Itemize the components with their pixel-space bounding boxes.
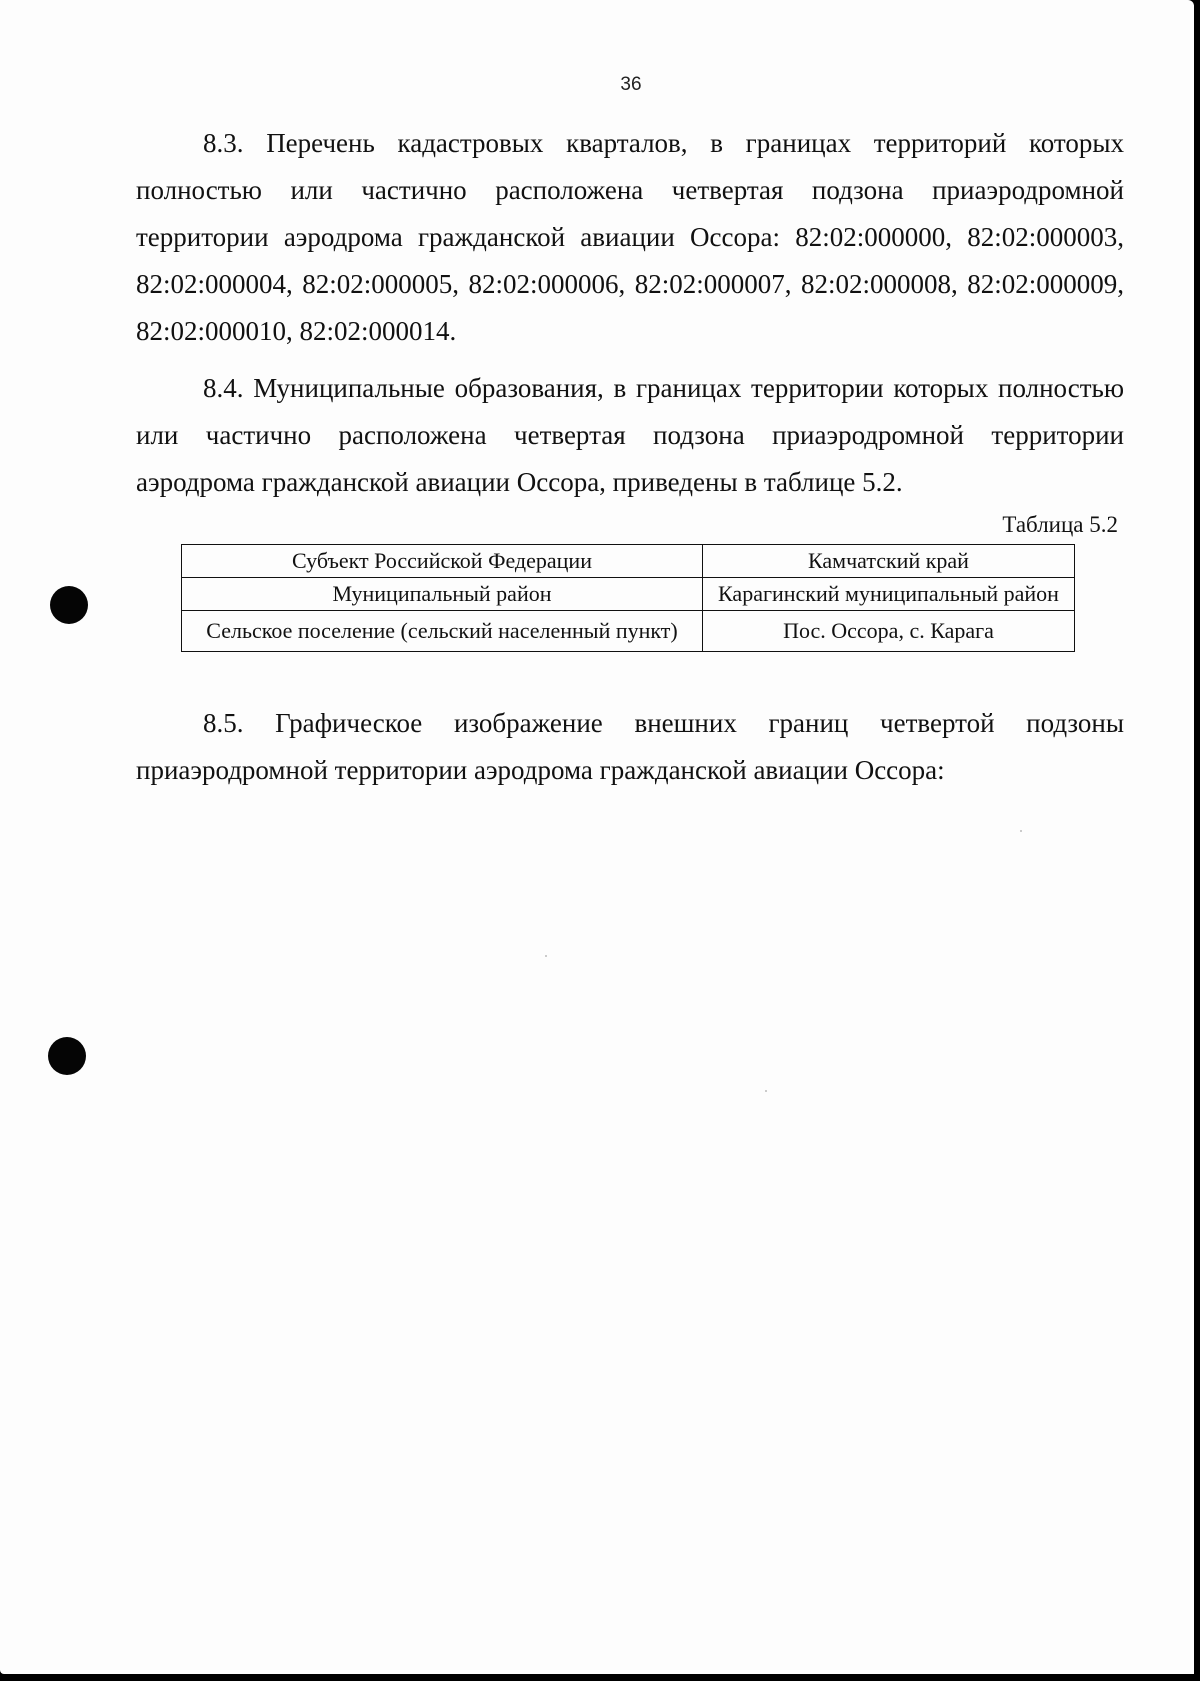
section-8-4-text: Муниципальные образования, в границах территории которых полностью или частично расположена четвертая подзона приаэродромной территории аэродрома гражданской авиации Оссора, приведены в таблице 5.2.: [136, 373, 1124, 497]
section-8-5-paragraph: [136, 700, 1124, 794]
table-cell: Субъект Российской Федерации: [182, 545, 703, 578]
section-8-5-number: 8.5.: [203, 708, 244, 738]
table-cell: Муниципальный район: [182, 578, 703, 611]
table-cell: Камчатский край: [703, 545, 1075, 578]
table-cell: Карагинский муниципальный район: [703, 578, 1075, 611]
scan-speck: [1020, 830, 1022, 832]
municipal-table: [181, 544, 1075, 652]
section-8-3-paragraph: [136, 120, 1124, 355]
table-row: [182, 545, 1075, 578]
table-caption: Таблица 5.2: [1002, 512, 1118, 537]
section-8-4-number: 8.4.: [203, 373, 244, 403]
scan-speck: [765, 1090, 767, 1092]
scan-speck: [545, 955, 547, 957]
section-8-4-paragraph: [136, 365, 1124, 506]
table-cell: Сельское поселение (сельский населенный пункт): [182, 611, 703, 652]
table-cell: Пос. Оссора, с. Карага: [703, 611, 1075, 652]
section-8-3-text: Перечень кадастровых кварталов, в границах территорий которых полностью или частично расположена четвертая подзона приаэродромной территории аэродрома гражданской авиации Оссора: 82:02:000000, 82:02:000003, 82:02:000004, 82:02:000005, 82:02:000006, 82:02:000007, 82:02:000008, 82:02:000009, 82:02:000010, 82:02:000014.: [136, 128, 1124, 346]
section-8-3-number: 8.3.: [203, 128, 244, 158]
section-8-5-text: Графическое изображение внешних границ четвертой подзоны приаэродромной территории аэродрома гражданской авиации Оссора:: [136, 708, 1125, 785]
table-row: [182, 611, 1075, 652]
punch-hole: [48, 1037, 86, 1075]
punch-hole: [50, 586, 88, 624]
table-row: [182, 578, 1075, 611]
page-number: 36: [620, 74, 642, 95]
